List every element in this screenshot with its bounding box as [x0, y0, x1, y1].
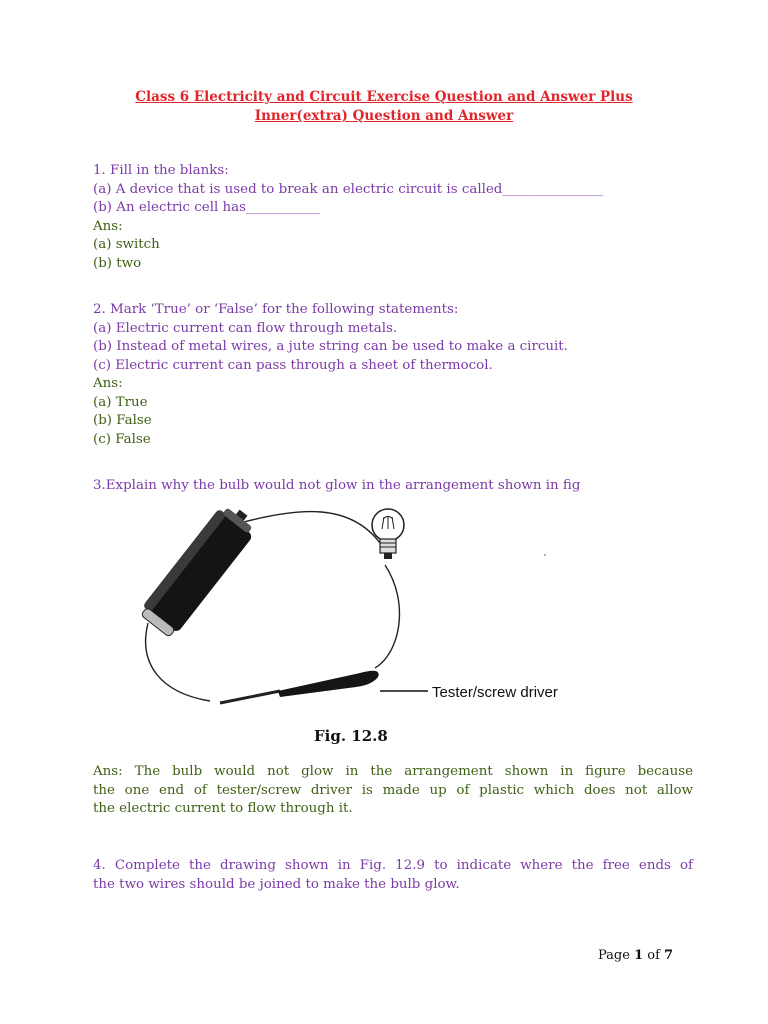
- footer-current-page: 1: [634, 948, 644, 963]
- q2-part-a: (a) Electric current can flow through metals.: [93, 320, 398, 336]
- q1-ans-label: Ans:: [93, 218, 123, 234]
- q1-ans-b: (b) two: [93, 255, 142, 271]
- question-3: [93, 477, 693, 496]
- q1-text: 1. Fill in the blanks:: [93, 163, 229, 178]
- q2-ans-a: (a) True: [93, 394, 148, 410]
- q3-answer-line-3: the electric current to flow through it.: [93, 801, 353, 816]
- footer-page-word: Page: [598, 948, 630, 963]
- wire-cell-to-bulb: [240, 512, 380, 543]
- footer-of-word: of: [647, 948, 660, 963]
- electric-cell: [138, 503, 261, 640]
- q3-answer: [93, 763, 693, 819]
- title-line-1: Class 6 Electricity and Circuit Exercise Question and Answer Plus: [135, 89, 633, 105]
- footer-total-pages: 7: [664, 948, 674, 963]
- q3-answer-line-2: the one end of tester/screw driver is made up of plastic which does not allow: [93, 782, 693, 798]
- tester-screwdriver: [220, 671, 428, 703]
- q4-line-2: the two wires should be joined to make the bulb glow.: [93, 876, 460, 892]
- title-line-2: Inner(extra) Question and Answer: [254, 108, 514, 124]
- q2-part-b: (b) Instead of metal wires, a jute string can be used to make a circuit.: [93, 339, 568, 354]
- q1-part-b: (b) An electric cell has___________: [93, 200, 320, 215]
- tester-label: Tester/screw driver: [432, 684, 558, 701]
- page-footer: [598, 948, 673, 963]
- q2-ans-label: Ans:: [93, 376, 123, 391]
- wire-bulb-to-tester: [375, 565, 399, 668]
- q2-part-c: (c) Electric current can pass through a sheet of thermocol.: [93, 357, 493, 373]
- question-1: [93, 162, 693, 273]
- speck-dot: [544, 554, 546, 556]
- figure-caption: Fig. 12.8: [314, 727, 388, 745]
- document-title: [60, 88, 708, 126]
- wire-cell-to-tester: [146, 623, 210, 701]
- q3-text: 3.Explain why the bulb would not glow in the arrangement shown in fig: [93, 478, 581, 493]
- bulb: [372, 509, 404, 559]
- question-2: [93, 301, 693, 449]
- q4-line-1: 4. Complete the drawing shown in Fig. 12.9 to indicate where the free ends of: [93, 858, 693, 873]
- question-4: [93, 857, 693, 894]
- q2-text: 2. Mark ‘True’ or ‘False’ for the following statements:: [93, 302, 459, 317]
- q1-ans-a: (a) switch: [93, 237, 160, 252]
- q2-ans-b: (b) False: [93, 413, 152, 428]
- q3-answer-line-1: Ans: The bulb would not glow in the arrangement shown in figure because: [93, 764, 693, 779]
- q1-part-a: (a) A device that is used to break an electric circuit is called_______________: [93, 181, 603, 197]
- q2-ans-c: (c) False: [93, 431, 151, 447]
